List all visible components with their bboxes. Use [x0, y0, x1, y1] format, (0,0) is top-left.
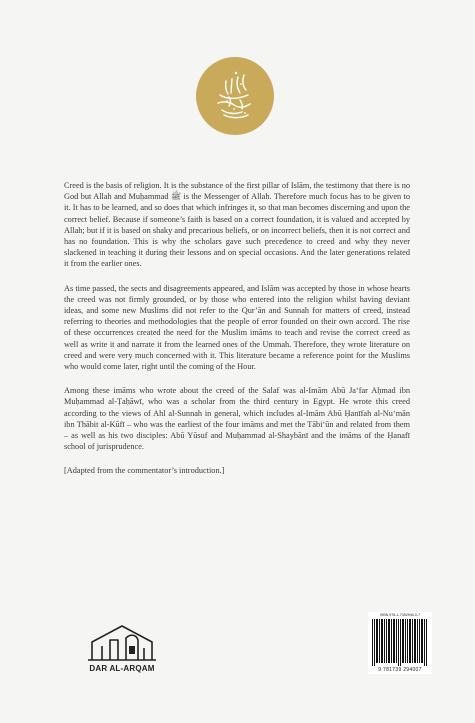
blurb-paragraph-2: As time passed, the sects and disagreements appeared, and Islām was accepted by those in whose hearts the creed was not firmly grounded, or by those who entered into the religion whilst having deviant ideas, and some new Muslims did not refer to the Qur’ān and Sunnah for matters of creed, instead referring to theories and methodologies that the people of error founded on their own accord. The rise of these occurrences created the need for the Muslim imāms to teach and revise the correct creed as well as write it and narrate it from the learned ones of the Ummah. Therefore, they wrote literature on creed and were very much concerned with it. This literature became a reference point for the Muslims who would come later, right until the coming of the Hour. — [64, 283, 410, 372]
arabic-calligraphy-icon — [196, 57, 274, 135]
barcode-digits: 9 781739 294007 — [378, 667, 422, 673]
isbn-label: ISBN 978-1-7392940-0-7 — [379, 613, 421, 617]
dar-al-arqam-logo-icon — [78, 620, 166, 664]
blurb-paragraph-3: Among these imāms who wrote about the creed of the Salaf was al-Imām Abū Ja‘far Aḥmad ibn Muḥammad al-Ṭaḥāwī, who was a scholar from the third century in Egypt. He wrote this creed according to the views of Ahl al-Sunnah in general, which includes al-Imām Abū Ḥanīfah al-Nu‘mān ibn Thābit al-Kūfī – who was the earliest of the four imāms and met the Tābi‘ūn and related from them – as well as his two disciples: Abū Yūsuf and Muḥammad al-Shaybānī and the imāms of the Ḥanafī school of jurisprudence. — [64, 386, 410, 452]
source-note: [Adapted from the commentator’s introduction.] — [64, 466, 225, 476]
publisher-logo — [78, 620, 166, 675]
blurb-text — [64, 180, 410, 490]
barcode — [368, 612, 432, 674]
blurb-paragraph-1: Creed is the basis of religion. It is the substance of the first pillar of Islām, the testimony that there is no God but Allah and Muḥammad ﷺ is the Messenger of Allah. Therefore much focus has to be given to it. It has to be learned, and so does that which infringes it, so that man becomes discerning and upon the correct belief. Because if someone’s faith is based on a correct foundation, it is valued and accepted by Allah; but if it is based on shaky and precarious beliefs, or on incorrect beliefs, then it is not correct and has no foundation. This is why the scholars gave such precedence to creed and why they never slackened in teaching it during their lessons and on special occasions. And the later generations related it from the earlier ones. — [64, 181, 411, 269]
barcode-bars — [372, 619, 428, 666]
publisher-name: DAR AL-ARQAM — [89, 664, 155, 673]
